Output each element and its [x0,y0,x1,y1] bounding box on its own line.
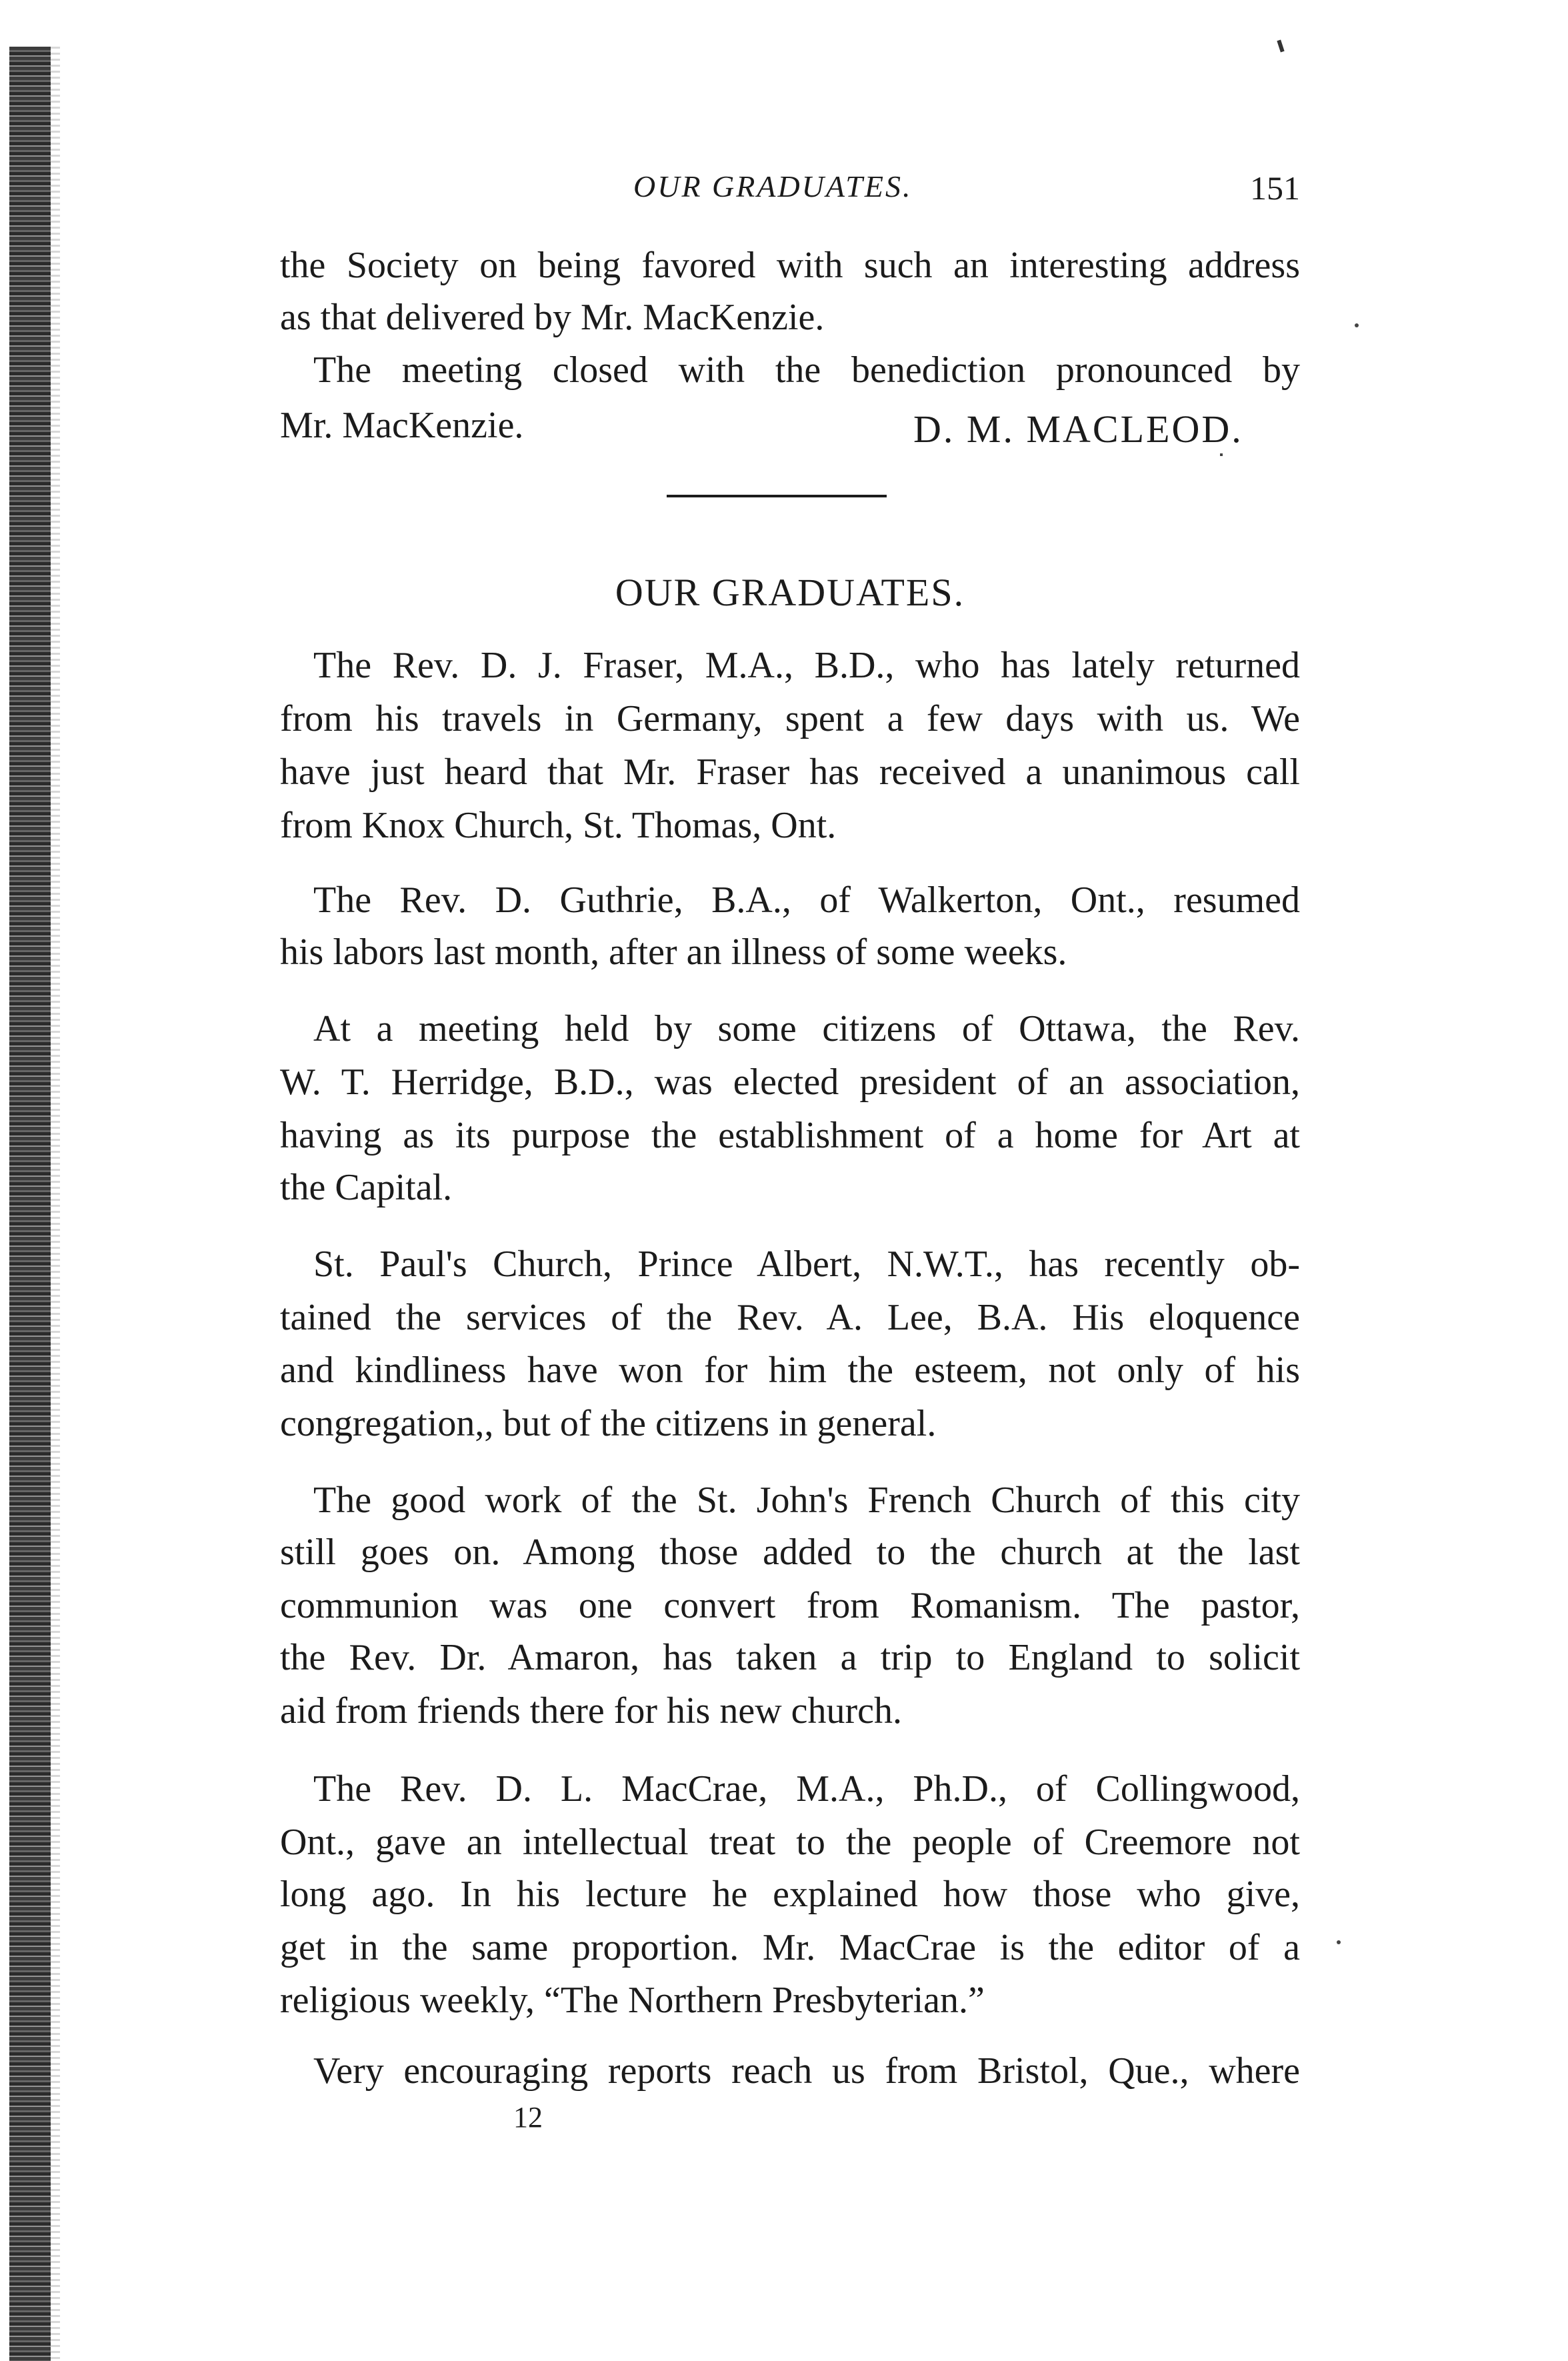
article-signature: D. M. MACLEOD. [913,407,1243,451]
running-head-title: OUR GRADUATES. [633,169,913,203]
paragraph-line: long ago. In his lecture he explained how those who give, [280,1874,1300,1915]
paragraph-line: The good work of the St. John's French Church of this city [313,1480,1300,1521]
paragraph-line: communion was one convert from Romanism. The pastor, [280,1585,1300,1626]
paragraph-line: Very encouraging reports reach us from Bristol, Que., where [313,2050,1300,2092]
signature-mark: 12 [513,2101,543,2134]
paragraph-line: the Rev. Dr. Amaron, has taken a trip to England to solicit [280,1637,1300,1678]
running-head [280,169,1300,222]
paragraph-line: from his travels in Germany, spent a few days with us. We [280,698,1300,739]
paragraph-line: his labors last month, after an illness of some weeks. [280,931,1067,973]
book-binding-edge [9,47,51,2361]
paragraph-line: get in the same proportion. Mr. MacCrae is the editor of a [280,1927,1300,1968]
paragraph-line: from Knox Church, St. Thomas, Ont. [280,805,837,846]
section-divider [667,495,887,497]
paragraph-line: The Rev. D. Guthrie, B.A., of Walkerton, Ont., resumed [313,879,1300,921]
previous-article-line: the Society on being favored with such an interesting address [280,245,1300,286]
paragraph-line: having as its purpose the establishment of a home for Art at [280,1115,1300,1156]
scan-speck [1277,40,1284,53]
page-number: 151 [1250,169,1300,207]
paragraph-line: religious weekly, “The Northern Presbyterian.” [280,1980,985,2021]
paragraph-line: The Rev. D. J. Fraser, M.A., B.D., who has lately returned [313,645,1300,686]
paragraph-line: W. T. Herridge, B.D., was elected president of an association, [280,1061,1300,1103]
paragraph-line: aid from friends there for his new church. [280,1690,902,1732]
paragraph-line: tained the services of the Rev. A. Lee, B.A. His eloquence [280,1297,1300,1338]
paragraph-line: The Rev. D. L. MacCrae, M.A., Ph.D., of Collingwood, [313,1768,1300,1810]
previous-article-line: The meeting closed with the benediction pronounced by [313,349,1300,391]
margin-dot [1355,323,1359,327]
paragraph-line: still goes on. Among those added to the church at the last [280,1532,1300,1573]
signature-dot [1220,453,1223,456]
paragraph-line: and kindliness have won for him the esteem, not only of his [280,1350,1300,1391]
paragraph-line: St. Paul's Church, Prince Albert, N.W.T., has recently ob- [313,1244,1300,1285]
paragraph-line: congregation,, but of the citizens in general. [280,1403,937,1444]
previous-article-line: Mr. MacKenzie. [280,405,524,446]
previous-article-line: as that delivered by Mr. MacKenzie. [280,297,825,338]
section-title: OUR GRADUATES. [615,571,965,614]
paragraph-line: the Capital. [280,1167,453,1208]
paragraph-line: Ont., gave an intellectual treat to the people of Creemore not [280,1822,1300,1863]
paragraph-line: At a meeting held by some citizens of Ottawa, the Rev. [313,1008,1300,1049]
paragraph-line: have just heard that Mr. Fraser has received a unanimous call [280,751,1300,793]
margin-dot [1337,1940,1341,1944]
